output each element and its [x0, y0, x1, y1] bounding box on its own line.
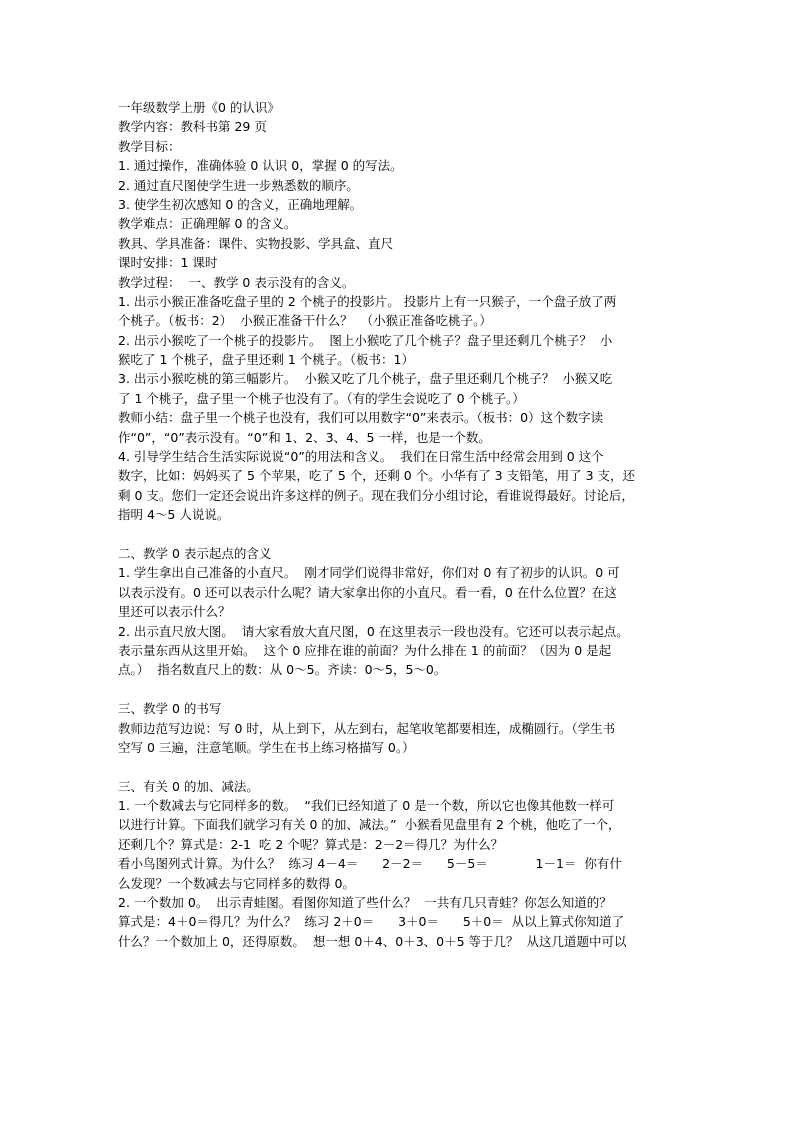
text-line: 空写 0 三遍，注意笔顺。学生在书上练习格描写 0。） — [118, 739, 415, 755]
text-line: 2. 一个数加 0。 出示青蛙图。看图你知道了些什么？ 一共有几只青蛙？你怎么知道的？ — [118, 895, 612, 911]
text-line: 2. 出示小猴吃了一个桃子的投影片。 图上小猴吃了几个桃子？盘子里还剩几个桃子？ 小 — [118, 332, 613, 348]
blank-line — [118, 525, 684, 544]
text-line: 么发现？一个数减去与它同样多的数得 0。 — [118, 875, 355, 891]
text-line: 二、教学 0 表示起点的含义 — [118, 545, 272, 561]
text-line: 看小鸟图列式计算。为什么？ 练习 4－4＝ 2－2＝ 5－5＝ 1－1＝ 你有什 — [118, 856, 622, 872]
text-line: 1. 学生拿出自己准备的小直尺。 刚才同学们说得非常好，你们对 0 有了初步的认识。0 可 — [118, 565, 620, 581]
blank-line — [118, 680, 684, 699]
text-line: 里还可以表示什么？ — [118, 604, 231, 620]
text-line: 作“0”，“0”表示没有。“0”和 1、2、3、4、5 一样，也是一个数。 — [118, 429, 491, 445]
text-line: 1. 通过操作，准确体验 0 认识 0，掌握 0 的写法。 — [118, 158, 403, 174]
text-line: 猴吃了 1 个桃子，盘子里还剩 1 个桃子。（板书：1） — [118, 352, 415, 368]
text-line: 三、有关 0 的加、减法。 — [118, 778, 259, 794]
text-line: 教学过程： 一、教学 0 表示没有的含义。 — [118, 274, 355, 290]
text-line: 2. 通过直尺图使学生进一步熟悉数的顺序。 — [118, 177, 359, 193]
text-line: 4. 引导学生结合生活实际说说“0”的用法和含义。 我们在日常生活中经常会用到 0 这个 — [118, 449, 604, 465]
text-line: 1. 一个数减去与它同样多的数。 “我们已经知道了 0 是一个数，所以它也像其他数一样可 — [118, 798, 615, 814]
text-line: 教学内容：教科书第 29 页 — [118, 119, 267, 135]
document-page — [118, 98, 684, 951]
text-line: 表示量东西从这里开始。 这个 0 应排在谁的前面？为什么排在 1 的前面？（因为 0 是起 — [118, 642, 612, 658]
document-title: 一年级数学上册《0 的认识》 — [118, 100, 280, 115]
text-line: 课时安排：1 课时 — [118, 255, 218, 271]
text-line: 1. 出示小猴正准备吃盘子里的 2 个桃子的投影片。 投影片上有一只猴子，一个盘子放了两 — [118, 293, 617, 309]
text-line: 三、教学 0 的书写 — [118, 701, 222, 717]
text-line: 以表示没有。0 还可以表示什么呢？请大家拿出你的小直尺。看一看，0 在什么位置？在这 — [118, 584, 617, 600]
text-line: 剩 0 支。您们一定还会说出许多这样的例子。现在我们分小组讨论，看谁说得最好。讨论后， — [118, 487, 634, 503]
text-line: 指明 4～5 人说说。 — [118, 507, 230, 523]
text-line: 2. 出示直尺放大图。 请大家看放大直尺图，0 在这里表示一段也没有。它还可以表示起点。 — [118, 623, 629, 639]
text-line: 还剩几个？算式是：2-1 吃 2 个呢？算式是：2－2＝得几？为什么？ — [118, 836, 504, 852]
text-line: 3. 使学生初次感知 0 的含义，正确地理解。 — [118, 196, 363, 212]
text-line: 教师小结：盘子里一个桃子也没有，我们可以用数字“0”来表示。（板书：0）这个数字读 — [118, 410, 604, 426]
blank-line — [118, 757, 684, 776]
text-line: 教师边范写边说：写 0 时，从上到下，从左到右，起笔收笔都要相连，成椭圆行。（学生书 — [118, 720, 616, 736]
text-line: 教学难点：正确理解 0 的含义。 — [118, 216, 297, 232]
text-line: 数字，比如：妈妈买了 5 个苹果，吃了 5 个，还剩 0 个。小华有了 3 支铅笔，用了 3 支，还 — [118, 468, 635, 484]
text-line: 算式是：4＋0＝得几？为什么？ 练习 2＋0＝ 3＋0＝ 5＋0＝ 从以上算式你知道了 — [118, 914, 625, 930]
text-line: 个桃子。（板书：2） 小猴正准备干什么？ （小猴正准备吃桃子。） — [118, 313, 492, 329]
text-line: 以进行计算。下面我们就学习有关 0 的加、减法。” 小猴看见盘里有 2 个桃，他吃了一个， — [118, 817, 621, 833]
text-line: 点。） 指名数直尺上的数：从 0～5。齐读：0～5，5～0。 — [118, 662, 447, 678]
text-line: 教学目标： — [118, 138, 181, 154]
text-line: 什么？一个数加上 0，还得原数。 想一想 0＋4、0＋3、0＋5 等于几？ 从这几道题中可以 — [118, 933, 627, 949]
text-line: 教具、学具准备：课件、实物投影、学具盒、直尺 — [118, 235, 394, 251]
text-line: 了 1 个桃子，盘子里一个桃子也没有了。（有的学生会说吃了 0 个桃子。） — [118, 390, 525, 406]
text-line: 3. 出示小猴吃桃的第三幅影片。 小猴又吃了几个桃子，盘子里还剩几个桃子？ 小猴又吃 — [118, 371, 613, 387]
